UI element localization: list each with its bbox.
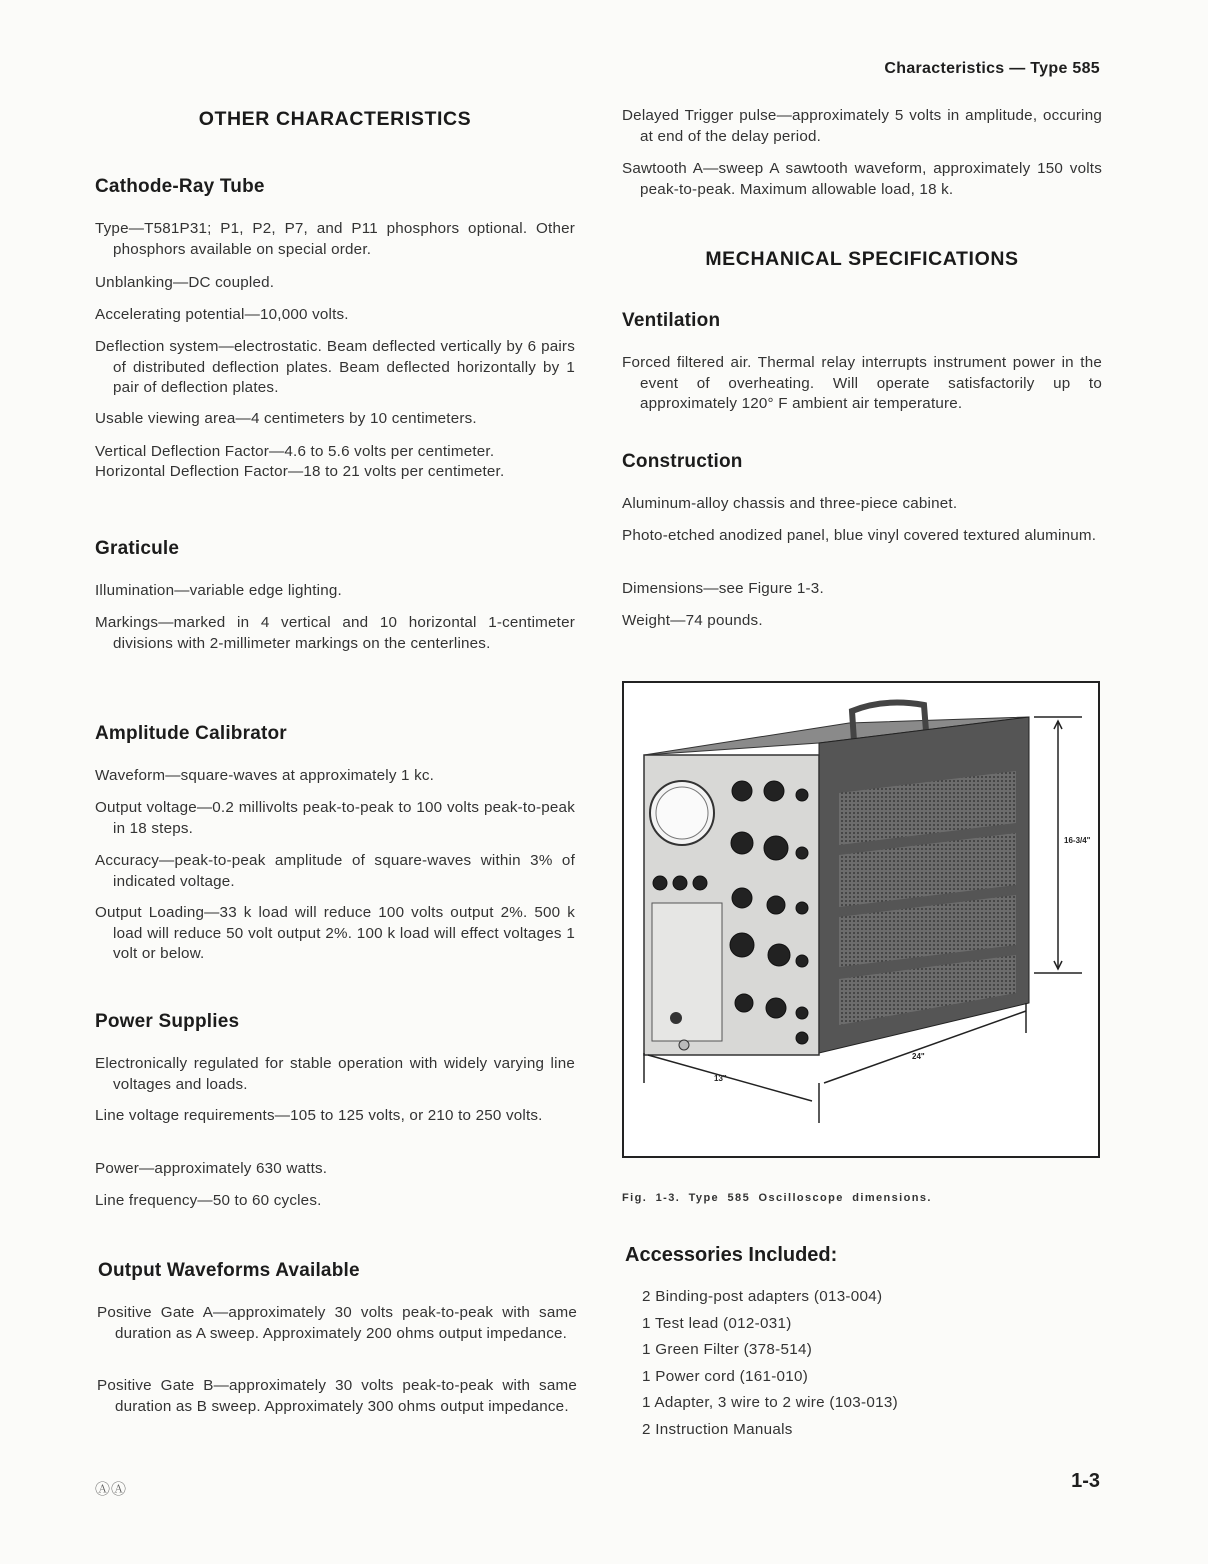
construction-heading: Construction [622,451,743,472]
accessories-list [642,1284,898,1443]
oscilloscope-figure [622,681,1100,1158]
calibrator-output-voltage-para: Output voltage—0.2 millivolts peak-to-peak to 100 volts peak-to-peak in 18 steps. [95,799,575,837]
list-item: 2 Binding-post adapters (013-004) [642,1288,883,1305]
construction-chassis-para: Aluminum-alloy chassis and three-piece cabinet. [622,495,958,512]
calibrator-heading: Amplitude Calibrator [95,723,287,744]
accessories-heading: Accessories Included: [625,1244,838,1266]
sawtooth-para: Sawtooth A—sweep A sawtooth waveform, approximately 150 volts peak-to-peak. Maximum allowable load, 18 k. [622,160,1102,198]
power-regulated-para: Electronically regulated for stable operation with widely varying line voltages and loads. [95,1055,575,1093]
graticule-illumination-para: Illumination—variable edge lighting. [95,582,342,599]
list-item: 1 Adapter, 3 wire to 2 wire (103-013) [642,1394,898,1411]
depth-dimension-label: 24" [912,1052,925,1061]
oscilloscope-illustration [624,683,1098,1156]
gate-a-para: Positive Gate A—approximately 30 volts peak-to-peak with same duration as A sweep. Approximately 200 ohms output impedance. [97,1304,577,1342]
graticule-markings-para: Markings—marked in 4 vertical and 10 horizontal 1-centimeter divisions with 2-millimeter markings on the centerlines. [95,614,575,652]
figure-caption: Fig. 1-3. Type 585 Oscilloscope dimensions. [622,1192,932,1204]
construction-weight-para: Weight—74 pounds. [622,612,763,629]
ventilation-heading: Ventilation [622,310,721,331]
crt-viewing-area-para: Usable viewing area—4 centimeters by 10 centimeters. [95,410,477,427]
construction-dimensions-para: Dimensions—see Figure 1-3. [622,580,824,597]
other-characteristics-heading: OTHER CHARACTERISTICS [198,108,472,130]
mechanical-specs-heading: MECHANICAL SPECIFICATIONS [705,248,1019,270]
construction-panel-para: Photo-etched anodized panel, blue vinyl covered textured aluminum. [622,527,1097,544]
power-frequency-para: Line frequency—50 to 60 cycles. [95,1192,322,1209]
gate-b-para: Positive Gate B—approximately 30 volts peak-to-peak with same duration as B sweep. Approximately 300 ohms output impedance. [97,1377,577,1415]
calibrator-waveform-para: Waveform—square-waves at approximately 1 kc. [95,767,435,784]
power-watts-para: Power—approximately 630 watts. [95,1160,328,1177]
page-number: 1-3 [1071,1470,1100,1492]
crt-vertical-factor-para: Vertical Deflection Factor—4.6 to 5.6 volts per centimeter. [95,443,495,460]
calibrator-accuracy-para: Accuracy—peak-to-peak amplitude of square-waves within 3% of indicated voltage. [95,852,575,890]
power-heading: Power Supplies [95,1011,240,1032]
waveforms-heading: Output Waveforms Available [98,1260,360,1281]
crt-deflection-para: Deflection system—electrostatic. Beam deflected vertically by 6 pairs of distributed deflection plates. Beam deflected horizontally by 1 pair of deflection plates. [95,338,575,396]
list-item: 1 Test lead (012-031) [642,1314,792,1332]
power-line-voltage-para: Line voltage requirements—105 to 125 volts, or 210 to 250 volts. [95,1107,543,1124]
list-item: 2 Instruction Manuals [642,1420,793,1438]
footer-mark: ⒶⒶ [95,1481,128,1498]
width-dimension-label: 13" [714,1074,727,1083]
ventilation-para: Forced filtered air. Thermal relay interrupts instrument power in the event of overheating. Will operate satisfactorily up to approximately 120° F ambient air temperature. [622,354,1102,412]
crt-accelerating-para: Accelerating potential—10,000 volts. [95,306,349,323]
crt-heading: Cathode-Ray Tube [95,176,265,197]
crt-horizontal-factor-para: Horizontal Deflection Factor—18 to 21 volts per centimeter. [95,463,505,480]
height-dimension-label: 16-3/4" [1064,836,1091,845]
running-header: Characteristics — Type 585 [884,60,1100,77]
list-item: 1 Green Filter (378-514) [642,1341,813,1358]
crt-unblanking-para: Unblanking—DC coupled. [95,274,275,291]
graticule-heading: Graticule [95,538,180,559]
crt-type-para: Type—T581P31; P1, P2, P7, and P11 phosphors optional. Other phosphors available on special order. [95,220,575,258]
list-item: 1 Power cord (161-010) [642,1367,809,1385]
calibrator-loading-para: Output Loading—33 k load will reduce 100 volts output 2%. 500 k load will reduce 50 volt output 2%. 100 k load will effect voltages 1 volt or below. [95,904,575,962]
delayed-trigger-para: Delayed Trigger pulse—approximately 5 volts in amplitude, occuring at end of the delay period. [622,107,1102,145]
